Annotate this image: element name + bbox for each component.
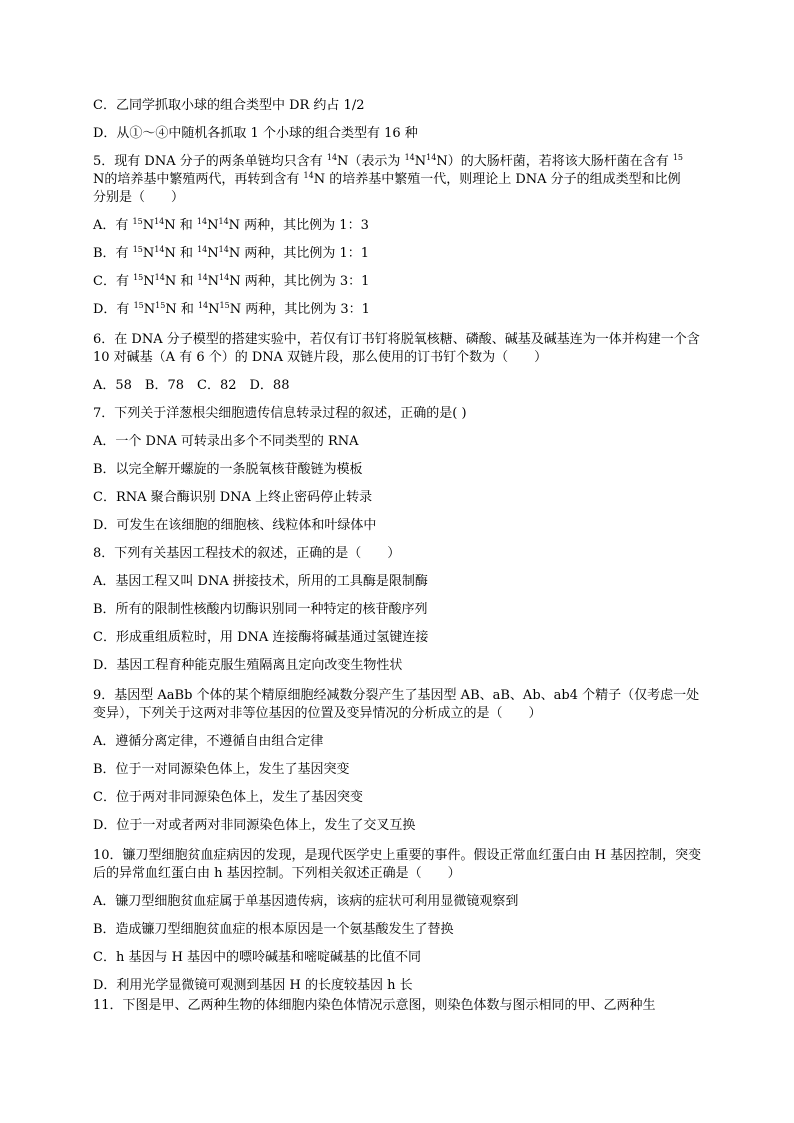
option-5b: B．有 $^{15}N^{14}N$ 和 $^{14}N^{14}N$ 两种，其比例为 1：1 bbox=[93, 245, 370, 261]
option-7d: D．可发生在该细胞的细胞核、线粒体和叶绿体中 bbox=[93, 518, 377, 533]
option-8d: D．基因工程育种能克服生殖隔离且定向改变生物性状 bbox=[93, 658, 403, 673]
option-9d: D．位于一对或者两对非同源染色体上，发生了交叉互换 bbox=[93, 818, 416, 833]
option-7c: C．RNA 聚合酶识别 DNA 上终止密码停止转录 bbox=[93, 490, 373, 505]
option-8a: A．基因工程又叫 DNA 拼接技术，所用的工具酶是限制酶 bbox=[93, 574, 428, 589]
question-8: 8．下列有关基因工程技术的叙述，正确的是（ ） bbox=[93, 546, 401, 561]
option-8b: B．所有的限制性核酸内切酶识别同一种特定的核苷酸序列 bbox=[93, 602, 428, 617]
option-5a: A．有 $^{15}N^{14}N$ 和 $^{14}N^{14}N$ 两种，其比例为 1：3 bbox=[93, 217, 369, 233]
option-4c: C．乙同学抓取小球的组合类型中 DR 约占 1/2 bbox=[93, 98, 365, 113]
question-6: 6．在 DNA 分子模型的搭建实验中，若仅有订书钉将脱氧核糖、磷酸、碱基及碱基连为一体并构建一个含 10 对碱基（A 有 6 个）的 DNA 双链片段，那么使用的订书钉个数为（ ） bbox=[93, 332, 700, 365]
option-10a: A．镰刀型细胞贫血症属于单基因遗传病，该病的症状可利用显微镜观察到 bbox=[93, 894, 519, 909]
option-8c: C．形成重组质粒时，用 DNA 连接酶将碱基通过氢键连接 bbox=[93, 630, 429, 645]
option-10b: B．造成镰刀型细胞贫血症的根本原因是一个氨基酸发生了替换 bbox=[93, 922, 454, 937]
question-5-line-2: N的培养基中繁殖两代，再转到含有 $^{14}$N 的培养基中繁殖一代，则理论上 DNA 分子的组成类型和比例 bbox=[93, 171, 681, 187]
option-10c: C．h 基因与 H 基因中的嘌呤碱基和嘧啶碱基的比值不同 bbox=[93, 950, 422, 965]
question-11: 11．下图是甲、乙两种生物的体细胞内染色体情况示意图，则染色体数与图示相同的甲、乙两种生 bbox=[93, 998, 656, 1013]
question-10: 10．镰刀型细胞贫血症病因的发现，是现代医学史上重要的事件。假设正常血红蛋白由 H 基因控制，突变后的异常血红蛋白由 h 基因控制。下列相关叙述正确是（ ） bbox=[93, 848, 702, 881]
question-5-line-3: 分别是（ ） bbox=[93, 190, 185, 205]
option-9a: A．遵循分离定律，不遵循自由组合定律 bbox=[93, 734, 324, 749]
option-6: A．58 B．78 C．82 D．88 bbox=[93, 378, 290, 393]
option-10d: D．利用光学显微镜可观测到基因 H 的长度较基因 h 长 bbox=[93, 978, 413, 993]
question-7: 7．下列关于洋葱根尖细胞遗传信息转录过程的叙述，正确的是( ) bbox=[93, 406, 467, 421]
option-5c: C．有 $^{15}N^{14}N$ 和 $^{14}N^{14}N$ 两种，其比例为 3：1 bbox=[93, 273, 370, 289]
option-9c: C．位于两对非同源染色体上，发生了基因突变 bbox=[93, 790, 363, 805]
question-5-line-1: 5．现有 DNA 分子的两条单链均只含有 $^{14}$N（表示为 $^{14}N^{14}N$）的大肠杆菌，若将该大肠杆菌在含有 $^{15}$ bbox=[93, 153, 684, 169]
option-9b: B．位于一对同源染色体上，发生了基因突变 bbox=[93, 762, 350, 777]
option-5d: D．有 $^{15}N^{15}N$ 和 $^{14}N^{15}N$ 两种，其比例为 3：1 bbox=[93, 301, 370, 317]
option-7b: B．以完全解开螺旋的一条脱氧核苷酸链为模板 bbox=[93, 462, 363, 477]
question-9: 9．基因型 AaBb 个体的某个精原细胞经减数分裂产生了基因型 AB、aB、Ab、ab4 个精子（仅考虑一处变异），下列关于这两对非等位基因的位置及变异情况的分析成立的是（ ） bbox=[93, 688, 700, 721]
option-7a: A．一个 DNA 可转录出多个不同类型的 RNA bbox=[93, 434, 359, 449]
option-4d: D．从①～④中随机各抓取 1 个小球的组合类型有 16 种 bbox=[93, 126, 418, 141]
